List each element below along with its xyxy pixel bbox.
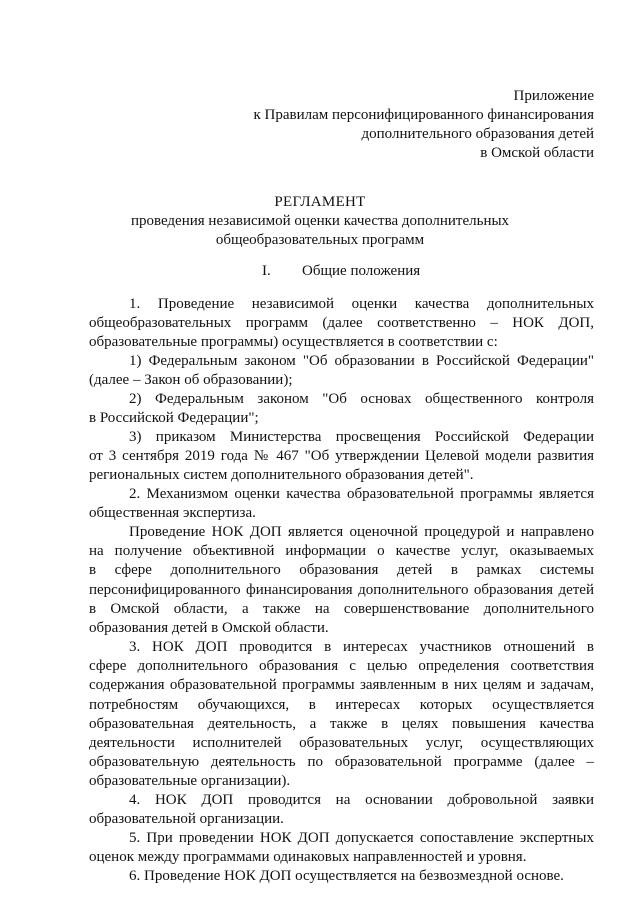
paragraph-line: 2) Федеральным законом "Об основах общественного контроля [129, 391, 594, 407]
appendix-label: Приложение [513, 88, 594, 104]
appendix-rules-line: к Правилам персонифицированного финансирования [253, 107, 594, 123]
paragraph-2 [89, 485, 594, 523]
paragraph-line: 6. Проведение НОК ДОП осуществляется на безвозмездной основе. [129, 868, 564, 884]
paragraph-line: 2. Механизмом оценки качества образовательной программы является [129, 486, 594, 502]
paragraph-line: образовательной организации. [89, 811, 284, 828]
paragraph-line: Проведение НОК ДОП является оценочной процедурой и направлено [129, 524, 594, 540]
document-subtitle-line-2: общеобразовательных программ [215, 232, 425, 248]
document-subtitle-line-1: проведения независимой оценки качества дополнительных [130, 213, 510, 229]
paragraph-line: образования детей в Омской области. [89, 620, 329, 637]
paragraph-line: от 3 сентября 2019 года № 467 "Об утверждении Целевой модели развития [89, 448, 594, 465]
paragraph-line: региональных систем дополнительного образования детей". [89, 467, 474, 484]
paragraph-1-item-3 [89, 428, 594, 486]
paragraph-line: 3) приказом Министерства просвещения Российской Федерации [129, 429, 594, 445]
paragraph-line: (далее – Закон об образовании); [89, 372, 293, 389]
paragraph-1 [89, 295, 594, 353]
paragraph-line: 1) Федеральным законом "Об образовании в Российской Федерации" [129, 353, 594, 369]
section-title: Общие положения [302, 263, 421, 279]
paragraph-line: образовательную деятельность по образовательной программе (далее – [89, 754, 594, 771]
paragraph-line: персонифицированного финансирования дополнительного образования детей [89, 581, 594, 598]
paragraph-2-continued [89, 523, 594, 638]
paragraph-line: в Омской области, а также на совершенствование дополнительного [89, 600, 594, 617]
paragraph-line: 4. НОК ДОП проводится на основании добровольной заявки [129, 792, 594, 808]
paragraph-6 [89, 867, 594, 886]
paragraph-line: образовательная деятельность, а также в целях повышения качества [89, 715, 594, 732]
paragraph-line: 3. НОК ДОП проводится в интересах участников отношений в [129, 639, 594, 655]
appendix-rules-line-2: дополнительного образования детей [361, 126, 594, 142]
paragraph-1-item-1 [89, 352, 594, 390]
paragraph-4 [89, 791, 594, 829]
document-title: РЕГЛАМЕНТ [274, 194, 366, 210]
paragraph-1-item-2 [89, 390, 594, 428]
paragraph-line: содержания образовательной программы заявленным в них целям и задачам, [89, 677, 594, 694]
paragraph-line: общественная экспертиза. [89, 505, 256, 522]
paragraph-3 [89, 638, 594, 792]
section-number: I. [262, 263, 271, 279]
paragraph-line: образовательные программы) осуществляется в соответствии с: [89, 334, 498, 351]
paragraph-line: в Российской Федерации"; [89, 410, 259, 427]
paragraph-line: оценок между программами одинаковых направленностей и уровня. [89, 849, 527, 866]
paragraph-line: потребностям обучающихся, в интересах которых осуществляется [89, 696, 594, 713]
paragraph-line: общеобразовательных программ (далее соответственно – НОК ДОП, [89, 315, 594, 332]
paragraph-line: в сфере дополнительного образования детей в рамках системы [89, 562, 594, 579]
appendix-region-line: в Омской области [480, 145, 594, 161]
paragraph-line: 1. Проведение независимой оценки качества дополнительных [129, 296, 594, 312]
paragraph-line: образовательные организации). [89, 773, 291, 790]
paragraph-5 [89, 829, 594, 867]
paragraph-line: на получение объективной информации о качестве услуг, оказываемых [89, 543, 594, 560]
paragraph-line: 5. При проведении НОК ДОП допускается сопоставление экспертных [129, 830, 594, 846]
paragraph-line: сфере дополнительного образования с целью определения соответствия [89, 658, 594, 675]
paragraph-line: деятельности исполнителей образовательных услуг, осуществляющих [89, 735, 594, 752]
